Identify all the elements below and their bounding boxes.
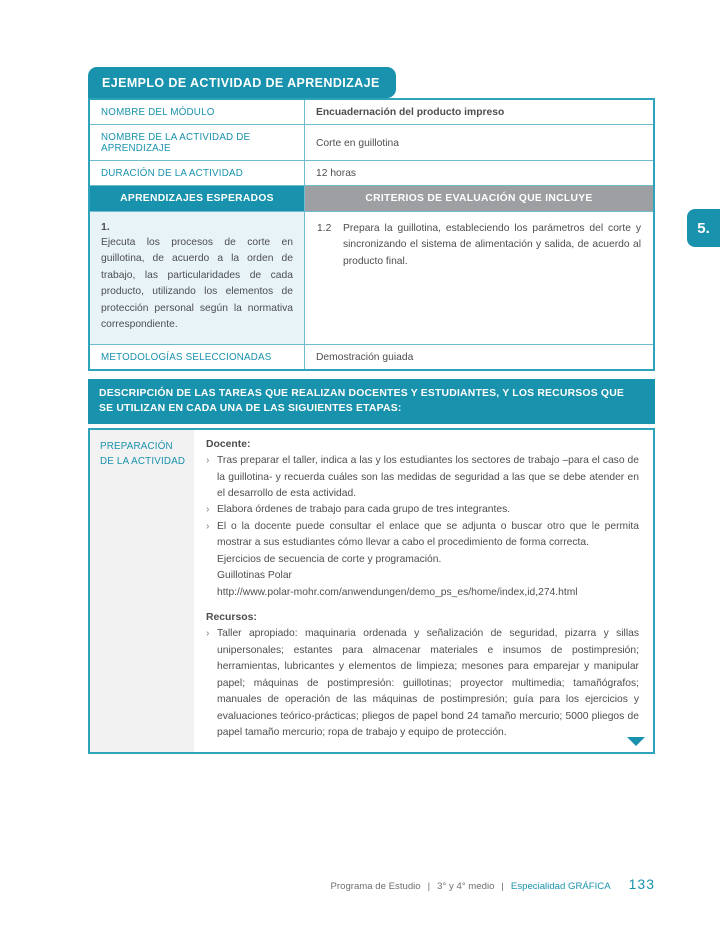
list-item <box>206 453 639 502</box>
table-row <box>90 100 653 125</box>
teacher-section-title: Docente: <box>206 439 251 451</box>
expected-learning-cell <box>90 212 305 344</box>
list-item <box>206 519 639 552</box>
footer-specialty: Especialidad GRÁFICA <box>510 881 611 892</box>
criteria-number: 1.2 <box>317 223 332 234</box>
exercise-note: Ejercicios de secuencia de corte y programación. <box>217 553 442 565</box>
preparation-stage-label: PREPARACIÓN DE LA ACTIVIDAD <box>90 430 194 752</box>
footer-program: Programa de Estudio <box>330 881 421 892</box>
criteria-text: Prepara la guillotina, estableciendo los parámetros del corte y sincronizando el sistema de alimentación y salida, de acuerdo al producto final. <box>343 223 641 267</box>
module-name-value: Encuadernación del producto impreso <box>316 107 505 118</box>
table-row <box>90 125 653 161</box>
expected-learning-header: APRENDIZAJES ESPERADOS <box>90 186 305 211</box>
evaluation-criteria-cell <box>305 212 653 344</box>
footer-grade: 3° y 4° medio <box>437 881 495 892</box>
criteria-item <box>317 221 641 270</box>
page-number: 133 <box>628 876 655 892</box>
preparation-table <box>88 428 655 754</box>
activity-name-value: Corte en guillotina <box>316 137 399 149</box>
list-item-text: Tras preparar el taller, indica a las y los estudiantes los sectores de trabajo –para el caso de la guillotina- y recuerda cuáles son las medidas de seguridad a las que se debe atender en el desarrollo de esta actividad. <box>217 455 639 499</box>
learning-number: 1. <box>101 221 110 233</box>
resource-name: Guillotinas Polar <box>217 570 292 582</box>
resource-link[interactable]: http://www.polar-mohr.com/anwendungen/demo_ps_es/home/index,id,274.html <box>217 586 578 598</box>
duration-label: DURACIÓN DE LA ACTIVIDAD <box>90 161 305 185</box>
activity-info-table <box>88 98 655 371</box>
bullet-icon: › <box>206 628 210 640</box>
methodologies-value: Demostración guiada <box>316 351 414 363</box>
table-row <box>90 345 653 369</box>
list-item-text: Taller apropiado: maquinaria ordenada y señalización de seguridad, pizarra y sillas unipersonales; estantes para almacenar materiales e insumos de postimpresión; herramientas, lubricantes y elementos de limpieza; mesones para emparejar y manipular papel; máquinas de postimpresión: guillotinas; proyector multimedia; tamañógrafos; manuales de operación de las máquinas de postimpresión; guía para los ejercicios y evaluaciones teórico-prácticas; pliegos de papel bond 24 tamaño mercurio; 5000 pliegos de papel tamaño mercurio; ropa de trabajo y equipo de protección. <box>217 628 639 739</box>
list-item-text: Elabora órdenes de trabajo para cada grupo de tres integrantes. <box>217 504 511 516</box>
continuation-arrow-icon[interactable] <box>627 737 645 746</box>
list-item <box>206 502 639 518</box>
footer-separator: | <box>501 881 504 892</box>
methodologies-label: METODOLOGÍAS SELECCIONADAS <box>90 345 305 369</box>
bullet-icon: › <box>206 520 210 532</box>
list-item-text: El o la docente puede consultar el enlace que se adjunta o buscar otro que le permita mostrar a sus estudiantes cómo llevar a cabo el procedimiento de forma correcta. <box>217 520 639 549</box>
bullet-icon: › <box>206 455 210 467</box>
tasks-description-banner: DESCRIPCIÓN DE LAS TAREAS QUE REALIZAN DOCENTES Y ESTUDIANTES, Y LOS RECURSOS QUE SE UTILIZAN EN CADA UNA DE LAS SIGUIENTES ETAPAS: <box>88 379 655 424</box>
activity-example-title: EJEMPLO DE ACTIVIDAD DE APRENDIZAJE <box>88 67 396 98</box>
footer-separator: | <box>427 881 431 892</box>
duration-value: 12 horas <box>316 168 357 179</box>
chapter-tab: 5. <box>687 209 720 247</box>
evaluation-criteria-header: CRITERIOS DE EVALUACIÓN QUE INCLUYE <box>305 186 653 211</box>
page-footer <box>331 876 655 892</box>
preparation-content <box>194 430 653 752</box>
bullet-icon: › <box>206 504 210 516</box>
list-item <box>206 626 639 741</box>
activity-example-block <box>88 67 655 754</box>
learning-criteria-row <box>90 212 653 345</box>
table-row <box>90 161 653 186</box>
learning-text: Ejecuta los procesos de corte en guillotina, de acuerdo a la orden de trabajo, las particularidades de cada producto, utilizando los elementos de protección personal según la normativa correspondiente. <box>101 237 293 331</box>
activity-name-label: NOMBRE DE LA ACTIVIDAD DE APRENDIZAJE <box>90 125 305 160</box>
resources-section-title: Recursos: <box>206 612 257 624</box>
column-headers-row <box>90 186 653 212</box>
module-name-label: NOMBRE DEL MÓDULO <box>90 100 305 124</box>
